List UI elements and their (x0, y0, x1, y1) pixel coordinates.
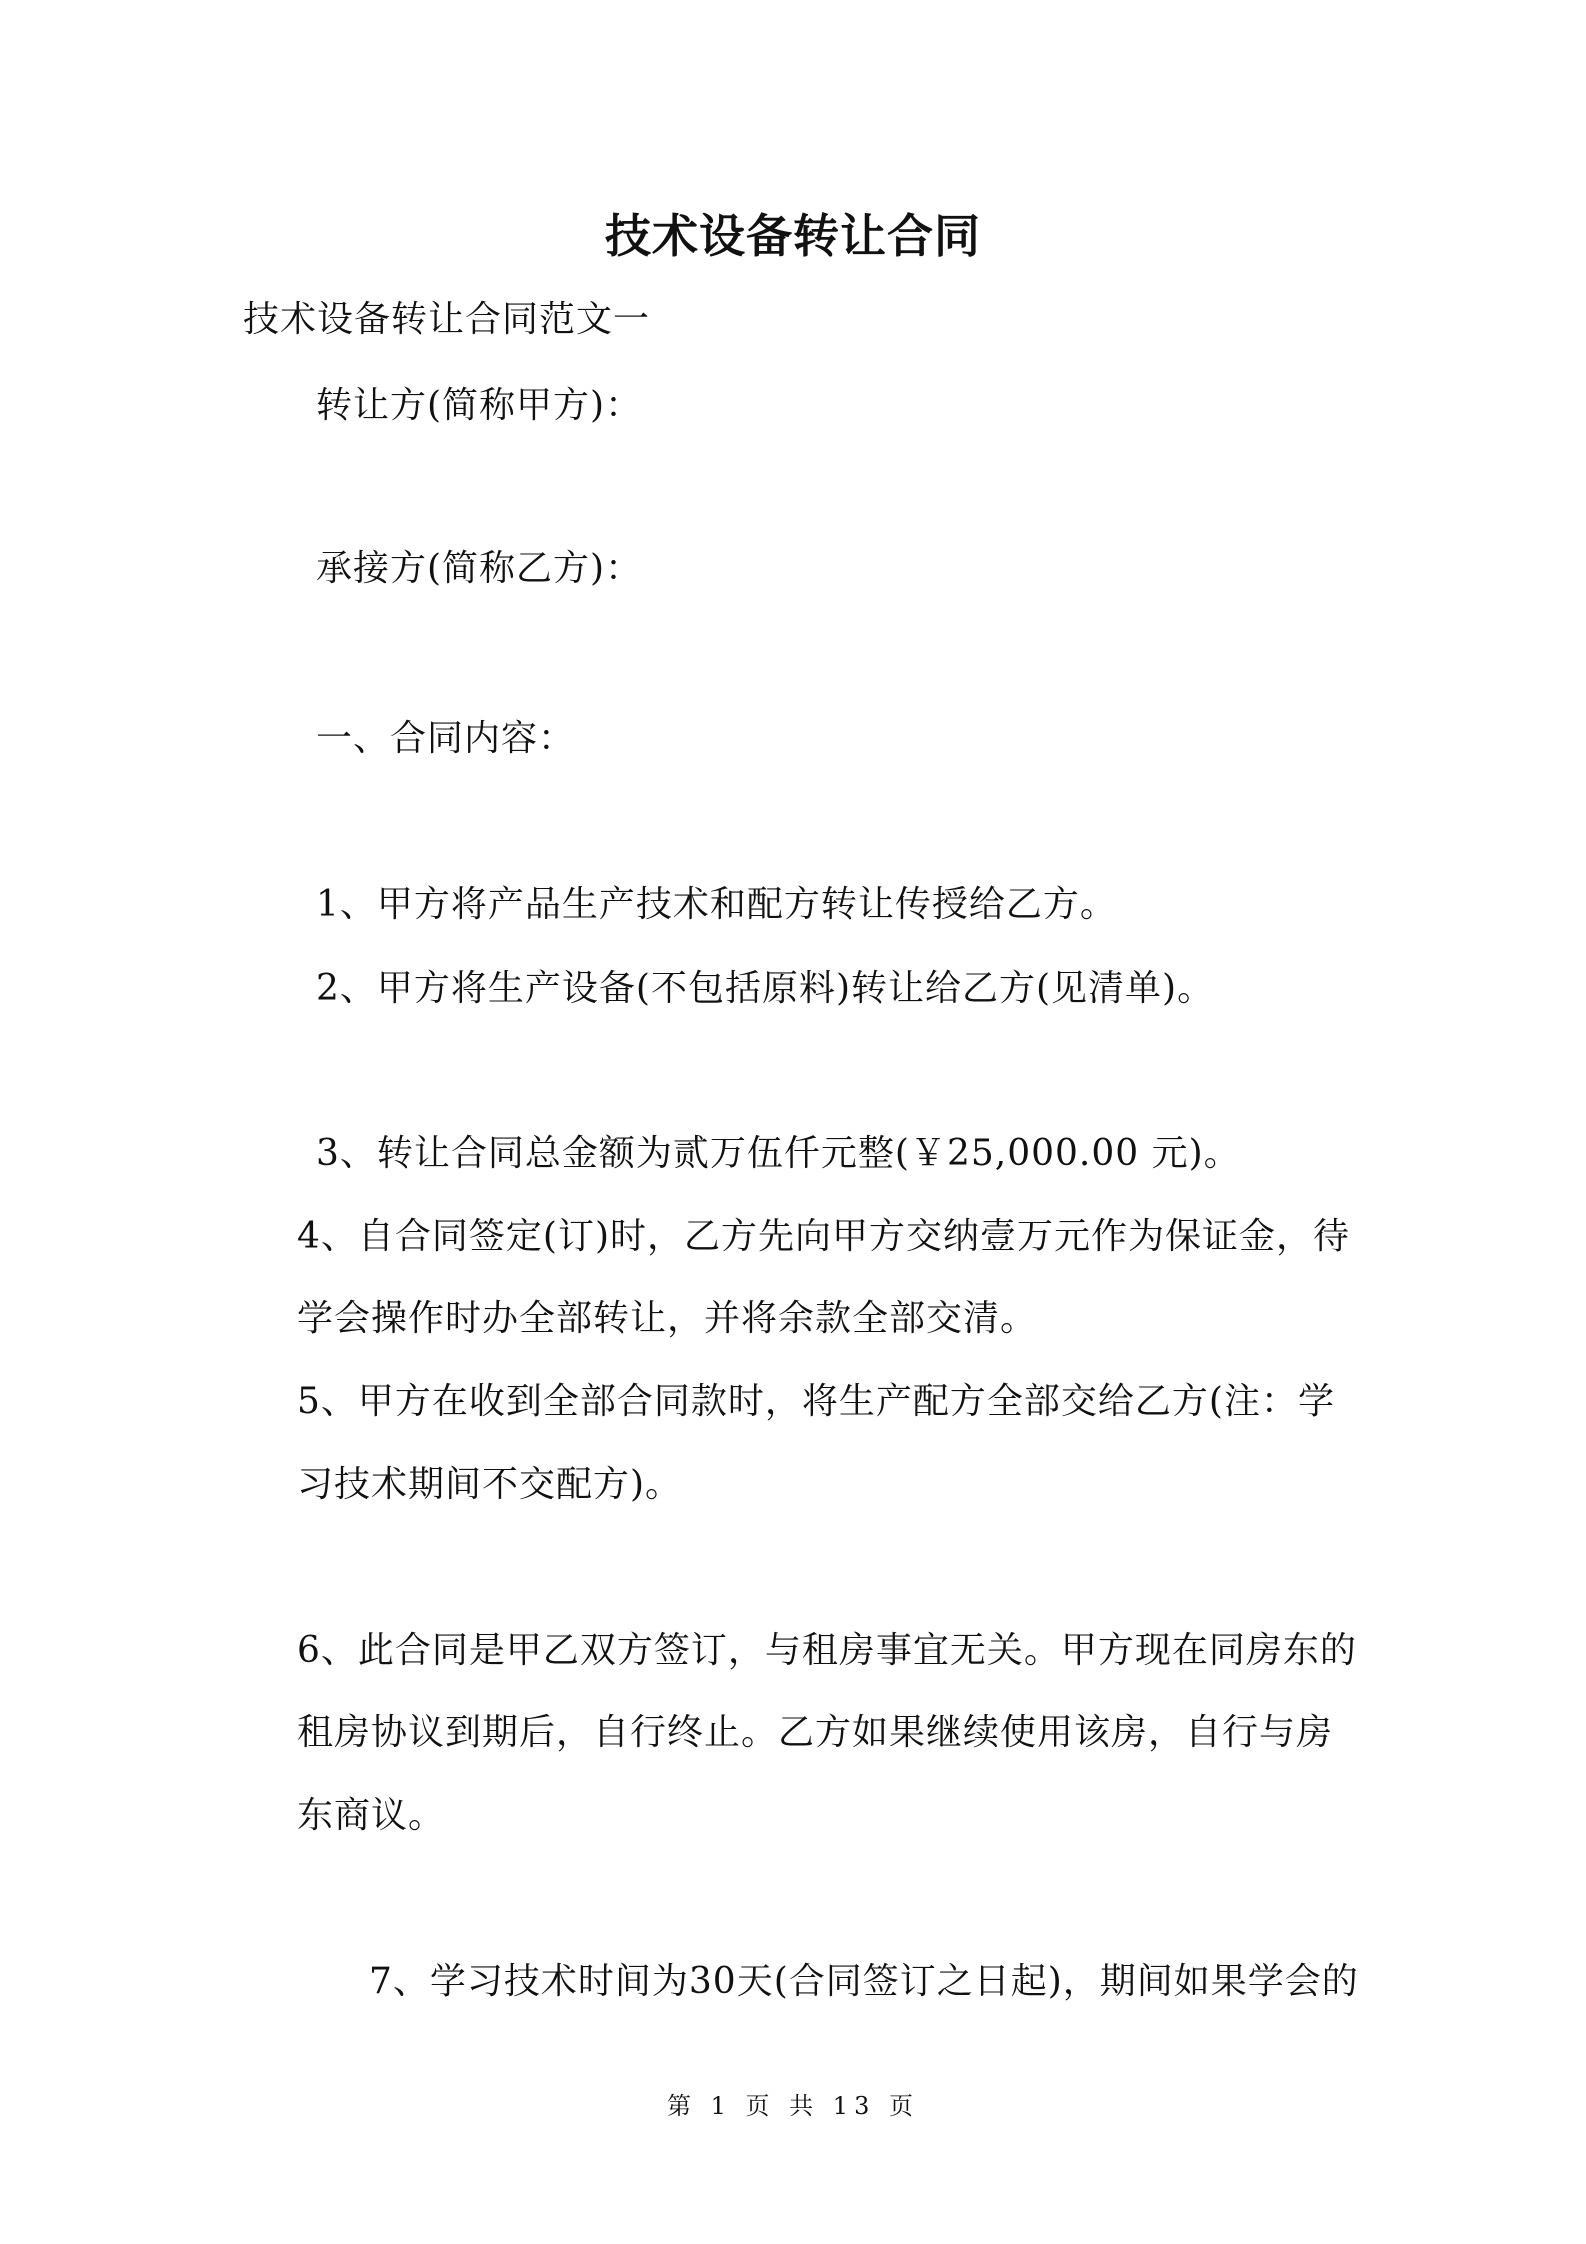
transferor-line: 转让方(简称甲方)： (316, 385, 643, 426)
clause-1: 1、甲方将产品生产技术和配方转让传授给乙方。 (316, 884, 1117, 925)
clause-4-line-2: 学会操作时办全部转让，并将余款全部交清。 (297, 1298, 1038, 1339)
document-subtitle: 技术设备转让合同范文一 (243, 299, 651, 340)
document-title: 技术设备转让合同 (605, 209, 981, 263)
clause-5-line-1: 5、甲方在收到全部合同款时，将生产配方全部交给乙方(注：学 (297, 1381, 1335, 1422)
clause-4-line-1: 4、自合同签定(订)时，乙方先向甲方交纳壹万元作为保证金，待 (297, 1216, 1350, 1257)
page-number: 第 1 页 共 13 页 (667, 2092, 919, 2120)
clause-6-line-3: 东商议。 (297, 1795, 446, 1836)
section-heading: 一、合同内容： (316, 718, 576, 759)
clause-5-line-2: 习技术期间不交配方)。 (297, 1464, 683, 1505)
clause-2: 2、甲方将生产设备(不包括原料)转让给乙方(见清单)。 (316, 968, 1215, 1009)
clause-6-line-2: 租房协议到期后，自行终止。乙方如果继续使用该房，自行与房 (297, 1712, 1334, 1753)
clause-6-line-1: 6、此合同是甲乙双方签订，与租房事宜无关。甲方现在同房东的 (297, 1630, 1357, 1671)
transferee-line: 承接方(简称乙方)： (316, 548, 643, 589)
clause-3: 3、转让合同总金额为贰万伍仟元整(￥25,000.00 元)。 (316, 1133, 1241, 1174)
clause-7-line-1: 7、学习技术时间为30天(合同签订之日起)，期间如果学会的 (369, 1961, 1359, 2002)
